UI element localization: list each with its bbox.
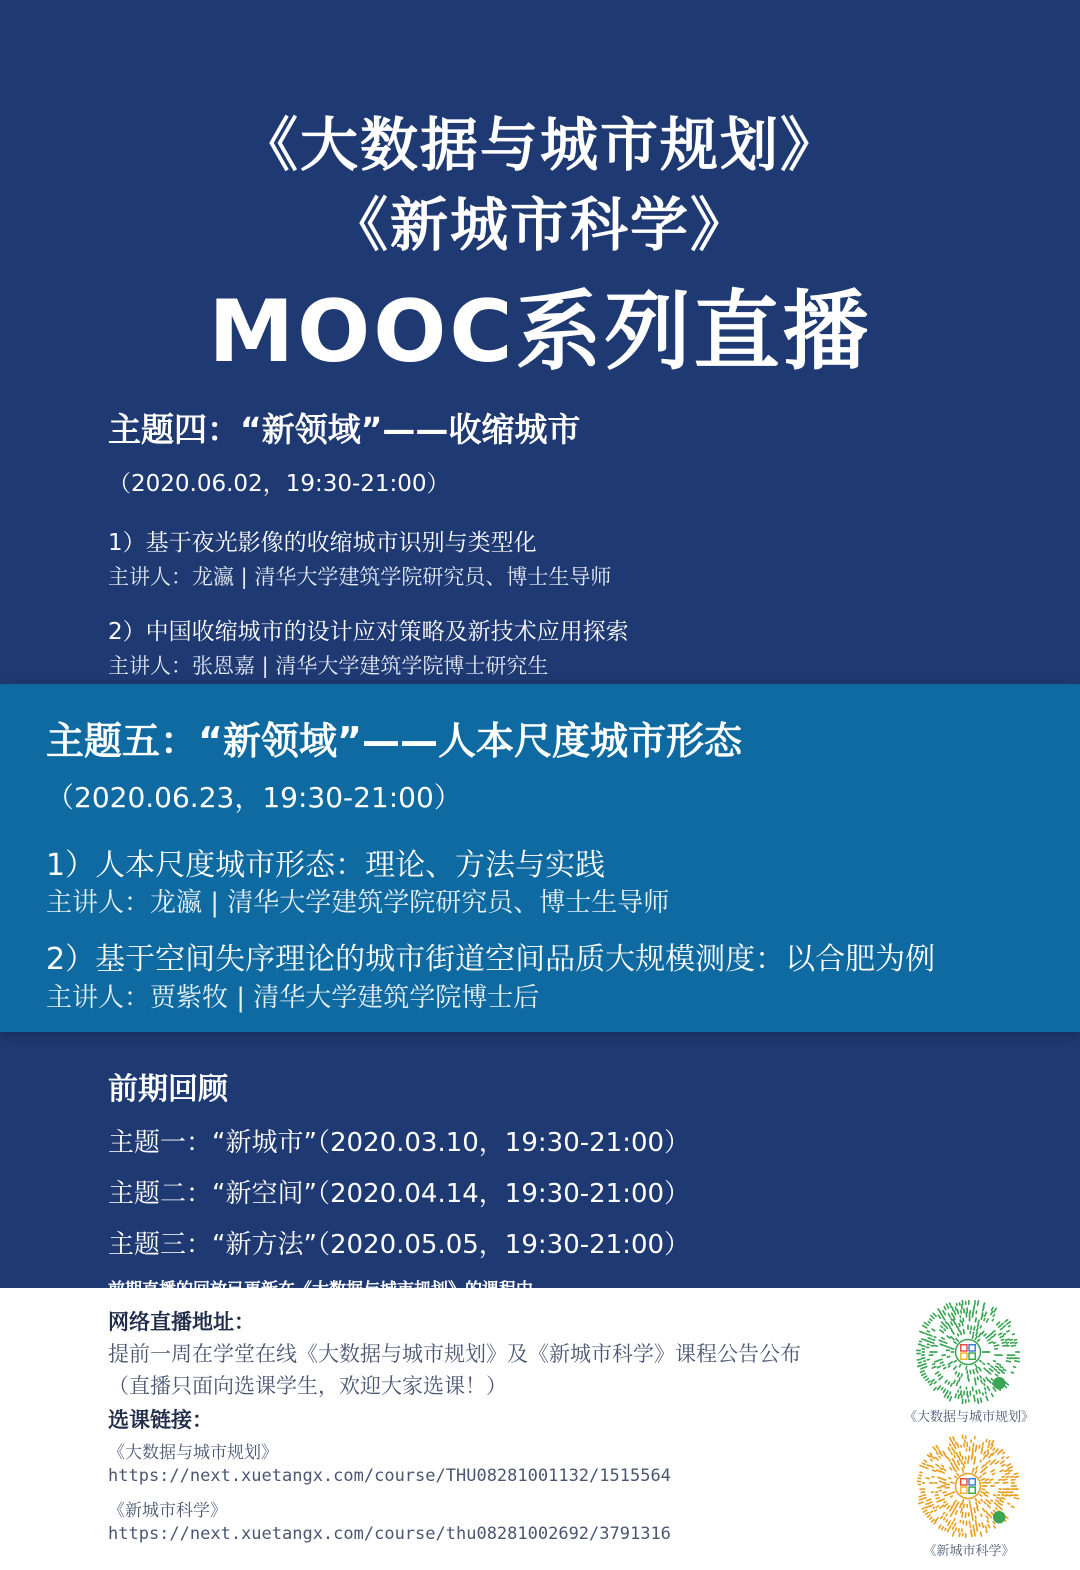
talk-speaker: 主讲人：张恩嘉 | 清华大学建筑学院博士研究生 [108, 654, 549, 678]
talk-speaker: 主讲人：龙瀛 | 清华大学建筑学院研究员、博士生导师 [108, 565, 612, 589]
topic-4-date: （2020.06.02，19:30-21:00） [108, 471, 450, 497]
review-item: 主题二：“新空间”（2020.04.14，19:30-21:00） [108, 1179, 691, 1209]
topic-5-band [0, 684, 1080, 1032]
talk-title: 1）人本尺度城市形态：理论、方法与实践 [46, 848, 606, 883]
title-line-1: 《大数据与城市规划》 [239, 111, 840, 179]
title-line-2: 《新城市科学》 [329, 191, 750, 259]
live-label: 网络直播地址： [108, 1310, 255, 1334]
miniprogram-qr-code-icon[interactable] [916, 1434, 1020, 1538]
review-item: 主题三：“新方法”（2020.05.05，19:30-21:00） [108, 1230, 691, 1260]
review-heading: 前期回顾 [108, 1072, 228, 1107]
live-note: （直播只面向选课学生，欢迎大家选课！） [108, 1374, 507, 1398]
course-2-link[interactable]: https://next.xuetangx.com/course/thu08281002692/3791316 [108, 1524, 671, 1544]
course-1-link[interactable]: https://next.xuetangx.com/course/THU08281001132/1515564 [108, 1466, 671, 1486]
qr-1-caption: 《大数据与城市规划》 [903, 1410, 1034, 1425]
topic-4-talk-2 [108, 613, 1028, 680]
topic-5-title: 主题五：“新领域”——人本尺度城市形态 [46, 719, 742, 763]
course-1-name: 《大数据与城市规划》 [108, 1443, 278, 1463]
topic-5-date: （2020.06.23，19:30-21:00） [46, 781, 462, 814]
qr-2-caption: 《新城市科学》 [923, 1544, 1015, 1559]
review-item: 主题一：“新城市”（2020.03.10，19:30-21:00） [108, 1128, 691, 1158]
topic-4-talk-1 [108, 524, 1028, 591]
topic-4-title: 主题四：“新领域”——收缩城市 [108, 410, 581, 449]
hero-section [0, 0, 1080, 684]
live-text: 提前一周在学堂在线《大数据与城市规划》及《新城市科学》课程公告公布 [108, 1342, 801, 1366]
talk-speaker: 主讲人：贾紫牧 | 清华大学建筑学院博士后 [46, 983, 540, 1013]
course-2-name: 《新城市科学》 [108, 1501, 227, 1521]
title-line-3: MOOC系列直播 [208, 282, 872, 382]
talk-title: 2）基于空间失序理论的城市街道空间品质大规模测度：以合肥为例 [46, 942, 936, 977]
miniprogram-qr-code-icon[interactable] [916, 1300, 1020, 1404]
review-section [108, 1064, 1008, 1300]
footer-section [0, 1288, 1080, 1570]
talk-speaker: 主讲人：龙瀛 | 清华大学建筑学院研究员、博士生导师 [46, 888, 670, 918]
talk-title: 1）基于夜光影像的收缩城市识别与类型化 [108, 530, 537, 556]
enroll-label: 选课链接： [108, 1408, 213, 1432]
topic-4 [108, 404, 1028, 680]
talk-title: 2）中国收缩城市的设计应对策略及新技术应用探索 [108, 619, 629, 645]
